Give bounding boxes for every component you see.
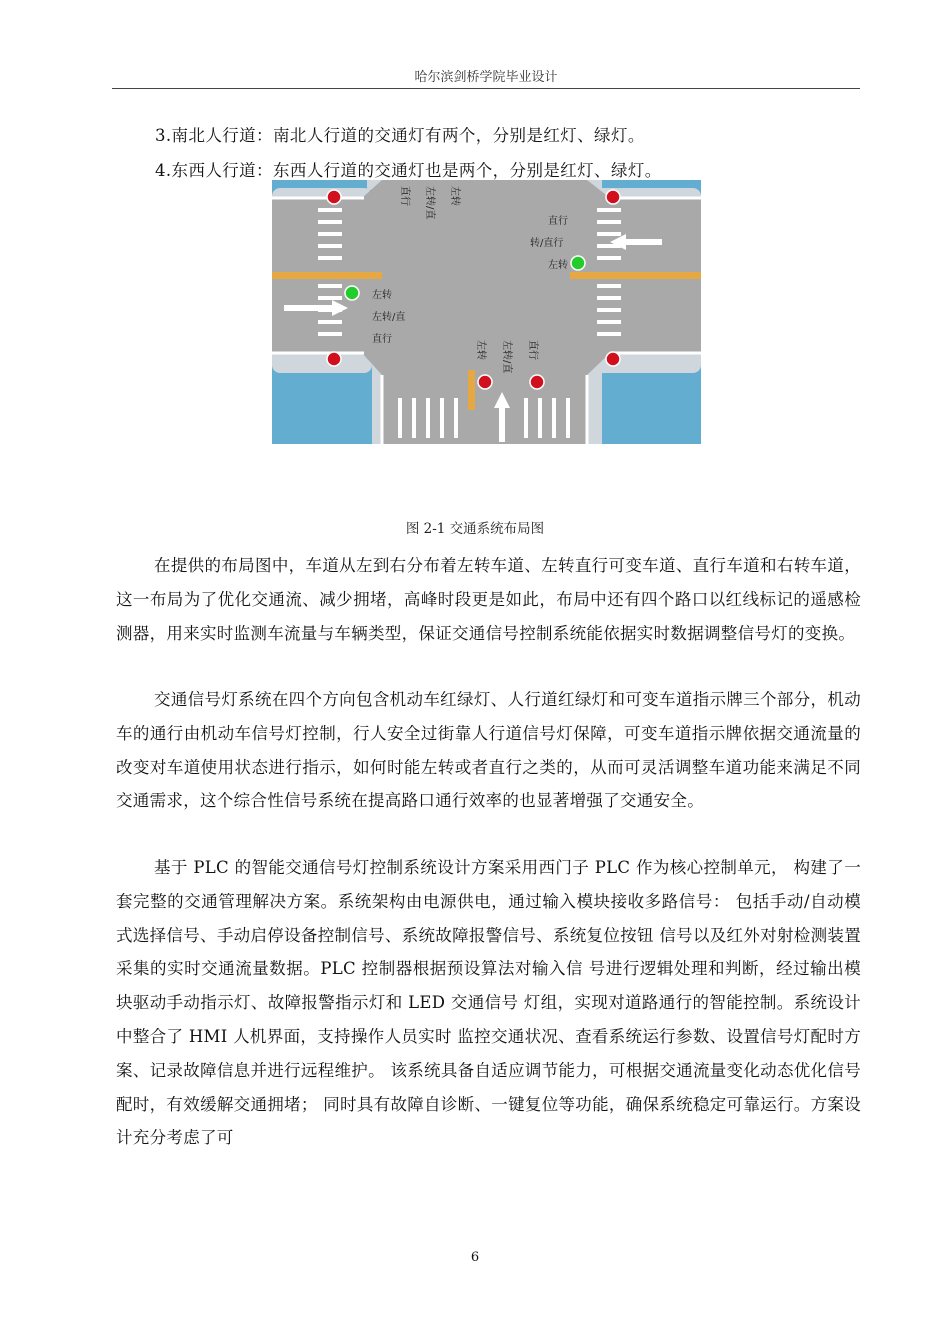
red-light-icon — [606, 190, 620, 204]
detector-south — [468, 370, 475, 410]
header-rule — [112, 88, 860, 89]
green-light-icon — [571, 256, 585, 270]
red-light-icon — [530, 375, 544, 389]
north-label-1: 直行 — [399, 186, 410, 206]
figure-caption: 图 2-1 交通系统布局图 — [405, 521, 545, 537]
intro-line-1: 3.南北人行道：南北人行道的交通灯有两个，分别是红灯、绿灯。 — [155, 126, 645, 145]
west-label-3: 直行 — [372, 334, 392, 345]
red-light-icon — [478, 375, 492, 389]
paragraph-3: 基于 PLC 的智能交通信号灯控制系统设计方案采用西门子 PLC 作为核心控制单元， 构建了一套完整的交通管理解决方案。系统架构由电源供电，通过输入模块接收多路信号： 包括手动/自动模式选择信号、手动启停设备控制信号、系统故障报警信号、系统复位按钮 信号以及红外对射检测装置采集的实时交通流量数据。PLC 控制器根据预设算法对输入信 号进行逻辑处理和判断，经过输出模块驱动手动指示灯、故障报警指示灯和 LED 交通信号 灯组，实现对道路通行的智能控制。系统设计中整合了 HMI 人机界面，支持操作人员实时 监控交通状况、查看系统运行参数、设置信号灯配时方案、记录故障信息并进行远程维护。 该系统具备自适应调节能力，可根据交通流量变化动态优化信号配时，有效缓解交通拥堵； 同时具有故障自诊断、一键复位等功能，确保系统稳定可靠运行。方案设计充分考虑了可 — [116, 858, 861, 1148]
paragraph-2: 交通信号灯系统在四个方向包含机动车红绿灯、人行道红绿灯和可变车道指示牌三个部分，机动车的通行由机动车信号灯控制，行人安全过街靠人行道信号灯保障，可变车道指示牌依据交通流量的改变对车道使用状态进行指示，如何时能左转或者直行之类的，从而可灵活调整车道功能来满足不同交通需求，这个综合性信号系统在提高路口通行效率的也显著增强了交通安全。 — [116, 690, 861, 811]
intro-line-2: 4.东西人行道：东西人行道的交通灯也是两个，分别是红灯、绿灯。 — [155, 161, 662, 180]
west-label-1: 左转 — [372, 290, 392, 301]
north-label-2: 左转/直 — [424, 186, 435, 220]
page-header: 哈尔滨剑桥学院毕业设计 — [414, 70, 558, 85]
detector-east — [570, 272, 701, 279]
traffic-layout-figure — [272, 180, 701, 444]
east-label-3: 左转 — [548, 260, 568, 271]
east-label-1: 直行 — [548, 216, 568, 227]
green-light-icon — [345, 286, 359, 300]
west-label-2: 左转/直 — [372, 312, 406, 323]
page-number: 6 — [470, 1250, 480, 1265]
south-label-3: 直行 — [527, 340, 538, 360]
paragraph-1: 在提供的布局图中，车道从左到右分布着左转车道、左转直行可变车道、直行车道和右转车道，这一布局为了优化交通流、减少拥堵，高峰时段更是如此，布局中还有四个路口以红线标记的遥感检测器，用来实时监测车流量与车辆类型，保证交通信号控制系统能依据实时数据调整信号灯的变换。 — [116, 556, 861, 643]
detector-west — [272, 272, 382, 279]
south-label-1: 左转 — [475, 340, 486, 360]
east-label-2: 转/直行 — [530, 238, 564, 249]
south-label-2: 左转/直 — [501, 340, 512, 374]
red-light-icon — [327, 190, 341, 204]
red-light-icon — [327, 352, 341, 366]
north-label-3: 左转 — [449, 186, 460, 206]
intersection-diagram — [272, 180, 701, 444]
red-light-icon — [606, 352, 620, 366]
